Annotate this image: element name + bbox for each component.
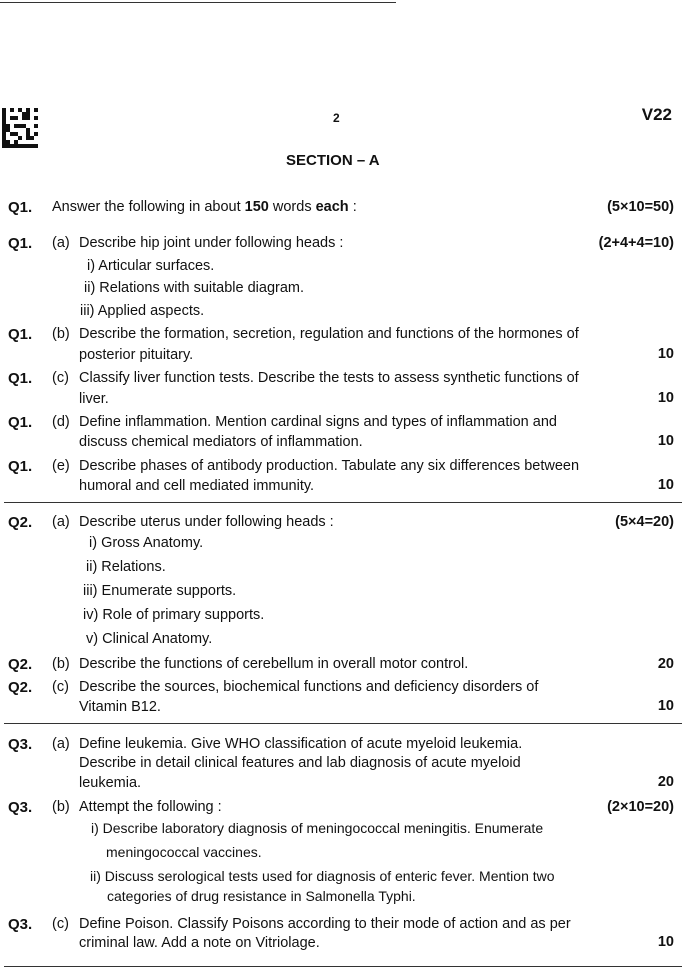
sub-item: i) Gross Anatomy.	[89, 535, 204, 551]
instruction-question-number: Q1.	[8, 199, 33, 216]
question-number: Q3.	[8, 916, 33, 933]
instruction-prefix: Answer the following in about	[52, 199, 245, 215]
question-text: Describe hip joint under following heads :	[79, 235, 344, 251]
question-text: Describe phases of antibody production. Tabulate any six differences between	[79, 458, 580, 474]
question-marks: (2×10=20)	[607, 799, 674, 815]
question-number: Q1.	[8, 370, 33, 387]
question-text: humoral and cell mediated immunity.	[79, 478, 315, 494]
question-part: (d)	[52, 414, 70, 430]
sub-item: i) Articular surfaces.	[87, 258, 215, 274]
instruction-text	[52, 199, 357, 215]
question-part: (e)	[52, 458, 70, 474]
instruction-marks: (5×10=50)	[607, 199, 674, 215]
question-part: (b)	[52, 656, 70, 672]
sub-item: ii) Discuss serological tests used for diagnosis of enteric fever. Mention two	[90, 868, 555, 884]
question-part: (a)	[52, 736, 70, 752]
question-marks: 10	[657, 934, 674, 950]
sub-item: iii) Applied aspects.	[80, 303, 205, 319]
section-title: SECTION – A	[286, 152, 380, 169]
sub-item: iv) Role of primary supports.	[83, 607, 265, 623]
question-part: (a)	[52, 514, 70, 530]
sub-item: meningococcal vaccines.	[106, 844, 262, 860]
question-text: Describe in detail clinical features and lab diagnosis of acute myeloid	[79, 755, 521, 771]
question-text: liver.	[79, 391, 109, 407]
question-marks: (5×4=20)	[615, 514, 674, 530]
question-part: (b)	[52, 799, 70, 815]
question-text: discuss chemical mediators of inflammation.	[79, 434, 363, 450]
question-marks: 20	[657, 774, 674, 790]
bottom-rule	[4, 966, 682, 967]
question-part: (c)	[52, 916, 69, 932]
question-text: Attempt the following :	[79, 799, 222, 815]
question-text: Vitamin B12.	[79, 699, 161, 715]
top-rule	[0, 2, 396, 3]
question-text: Describe the functions of cerebellum in overall motor control.	[79, 656, 469, 672]
question-text: Define Poison. Classify Poisons according to their mode of action and as per	[79, 916, 571, 932]
question-marks: 10	[657, 346, 674, 362]
question-marks: 20	[657, 656, 674, 672]
qr-code-icon	[2, 108, 38, 148]
question-marks: 10	[657, 433, 674, 449]
question-number: Q1.	[8, 235, 33, 252]
question-part: (c)	[52, 679, 69, 695]
question-text: Define leukemia. Give WHO classification of acute myeloid leukemia.	[79, 736, 523, 752]
question-number: Q3.	[8, 736, 33, 753]
instruction-suffix: :	[348, 199, 357, 215]
question-text: Describe uterus under following heads :	[79, 514, 334, 530]
sub-item: iii) Enumerate supports.	[83, 583, 237, 599]
question-part: (a)	[52, 235, 70, 251]
question-number: Q3.	[8, 799, 33, 816]
question-marks: 10	[657, 390, 674, 406]
instruction-each: each	[315, 199, 349, 215]
divider	[4, 723, 682, 724]
question-text: Classify liver function tests. Describe the tests to assess synthetic functions of	[79, 370, 579, 386]
question-marks: 10	[657, 477, 674, 493]
sub-item: i) Describe laboratory diagnosis of meningococcal meningitis. Enumerate	[91, 820, 544, 836]
question-marks: 10	[657, 698, 674, 714]
divider	[4, 502, 682, 503]
question-number: Q2.	[8, 656, 33, 673]
question-part: (c)	[52, 370, 69, 386]
paper-code: V22	[641, 105, 672, 124]
question-text: leukemia.	[79, 775, 142, 791]
question-text: criminal law. Add a note on Vitriolage.	[79, 935, 320, 951]
sub-item: ii) Relations with suitable diagram.	[84, 280, 305, 296]
question-text: posterior pituitary.	[79, 347, 194, 363]
sub-item: v) Clinical Anatomy.	[86, 631, 213, 647]
question-number: Q1.	[8, 326, 33, 343]
question-number: Q1.	[8, 458, 33, 475]
sub-item: ii) Relations.	[86, 559, 166, 575]
page-number: 2	[333, 111, 340, 125]
sub-item: categories of drug resistance in Salmonella Typhi.	[107, 888, 416, 904]
question-number: Q1.	[8, 414, 33, 431]
question-text: Define inflammation. Mention cardinal signs and types of inflammation and	[79, 414, 557, 430]
question-text: Describe the sources, biochemical functions and deficiency disorders of	[79, 679, 539, 695]
question-part: (b)	[52, 326, 70, 342]
question-text: Describe the formation, secretion, regulation and functions of the hormones of	[79, 326, 579, 342]
question-number: Q2.	[8, 679, 33, 696]
question-number: Q2.	[8, 514, 33, 531]
question-marks: (2+4+4=10)	[598, 235, 674, 251]
instruction-word-count: 150	[244, 199, 269, 215]
instruction-mid: words	[268, 199, 316, 215]
